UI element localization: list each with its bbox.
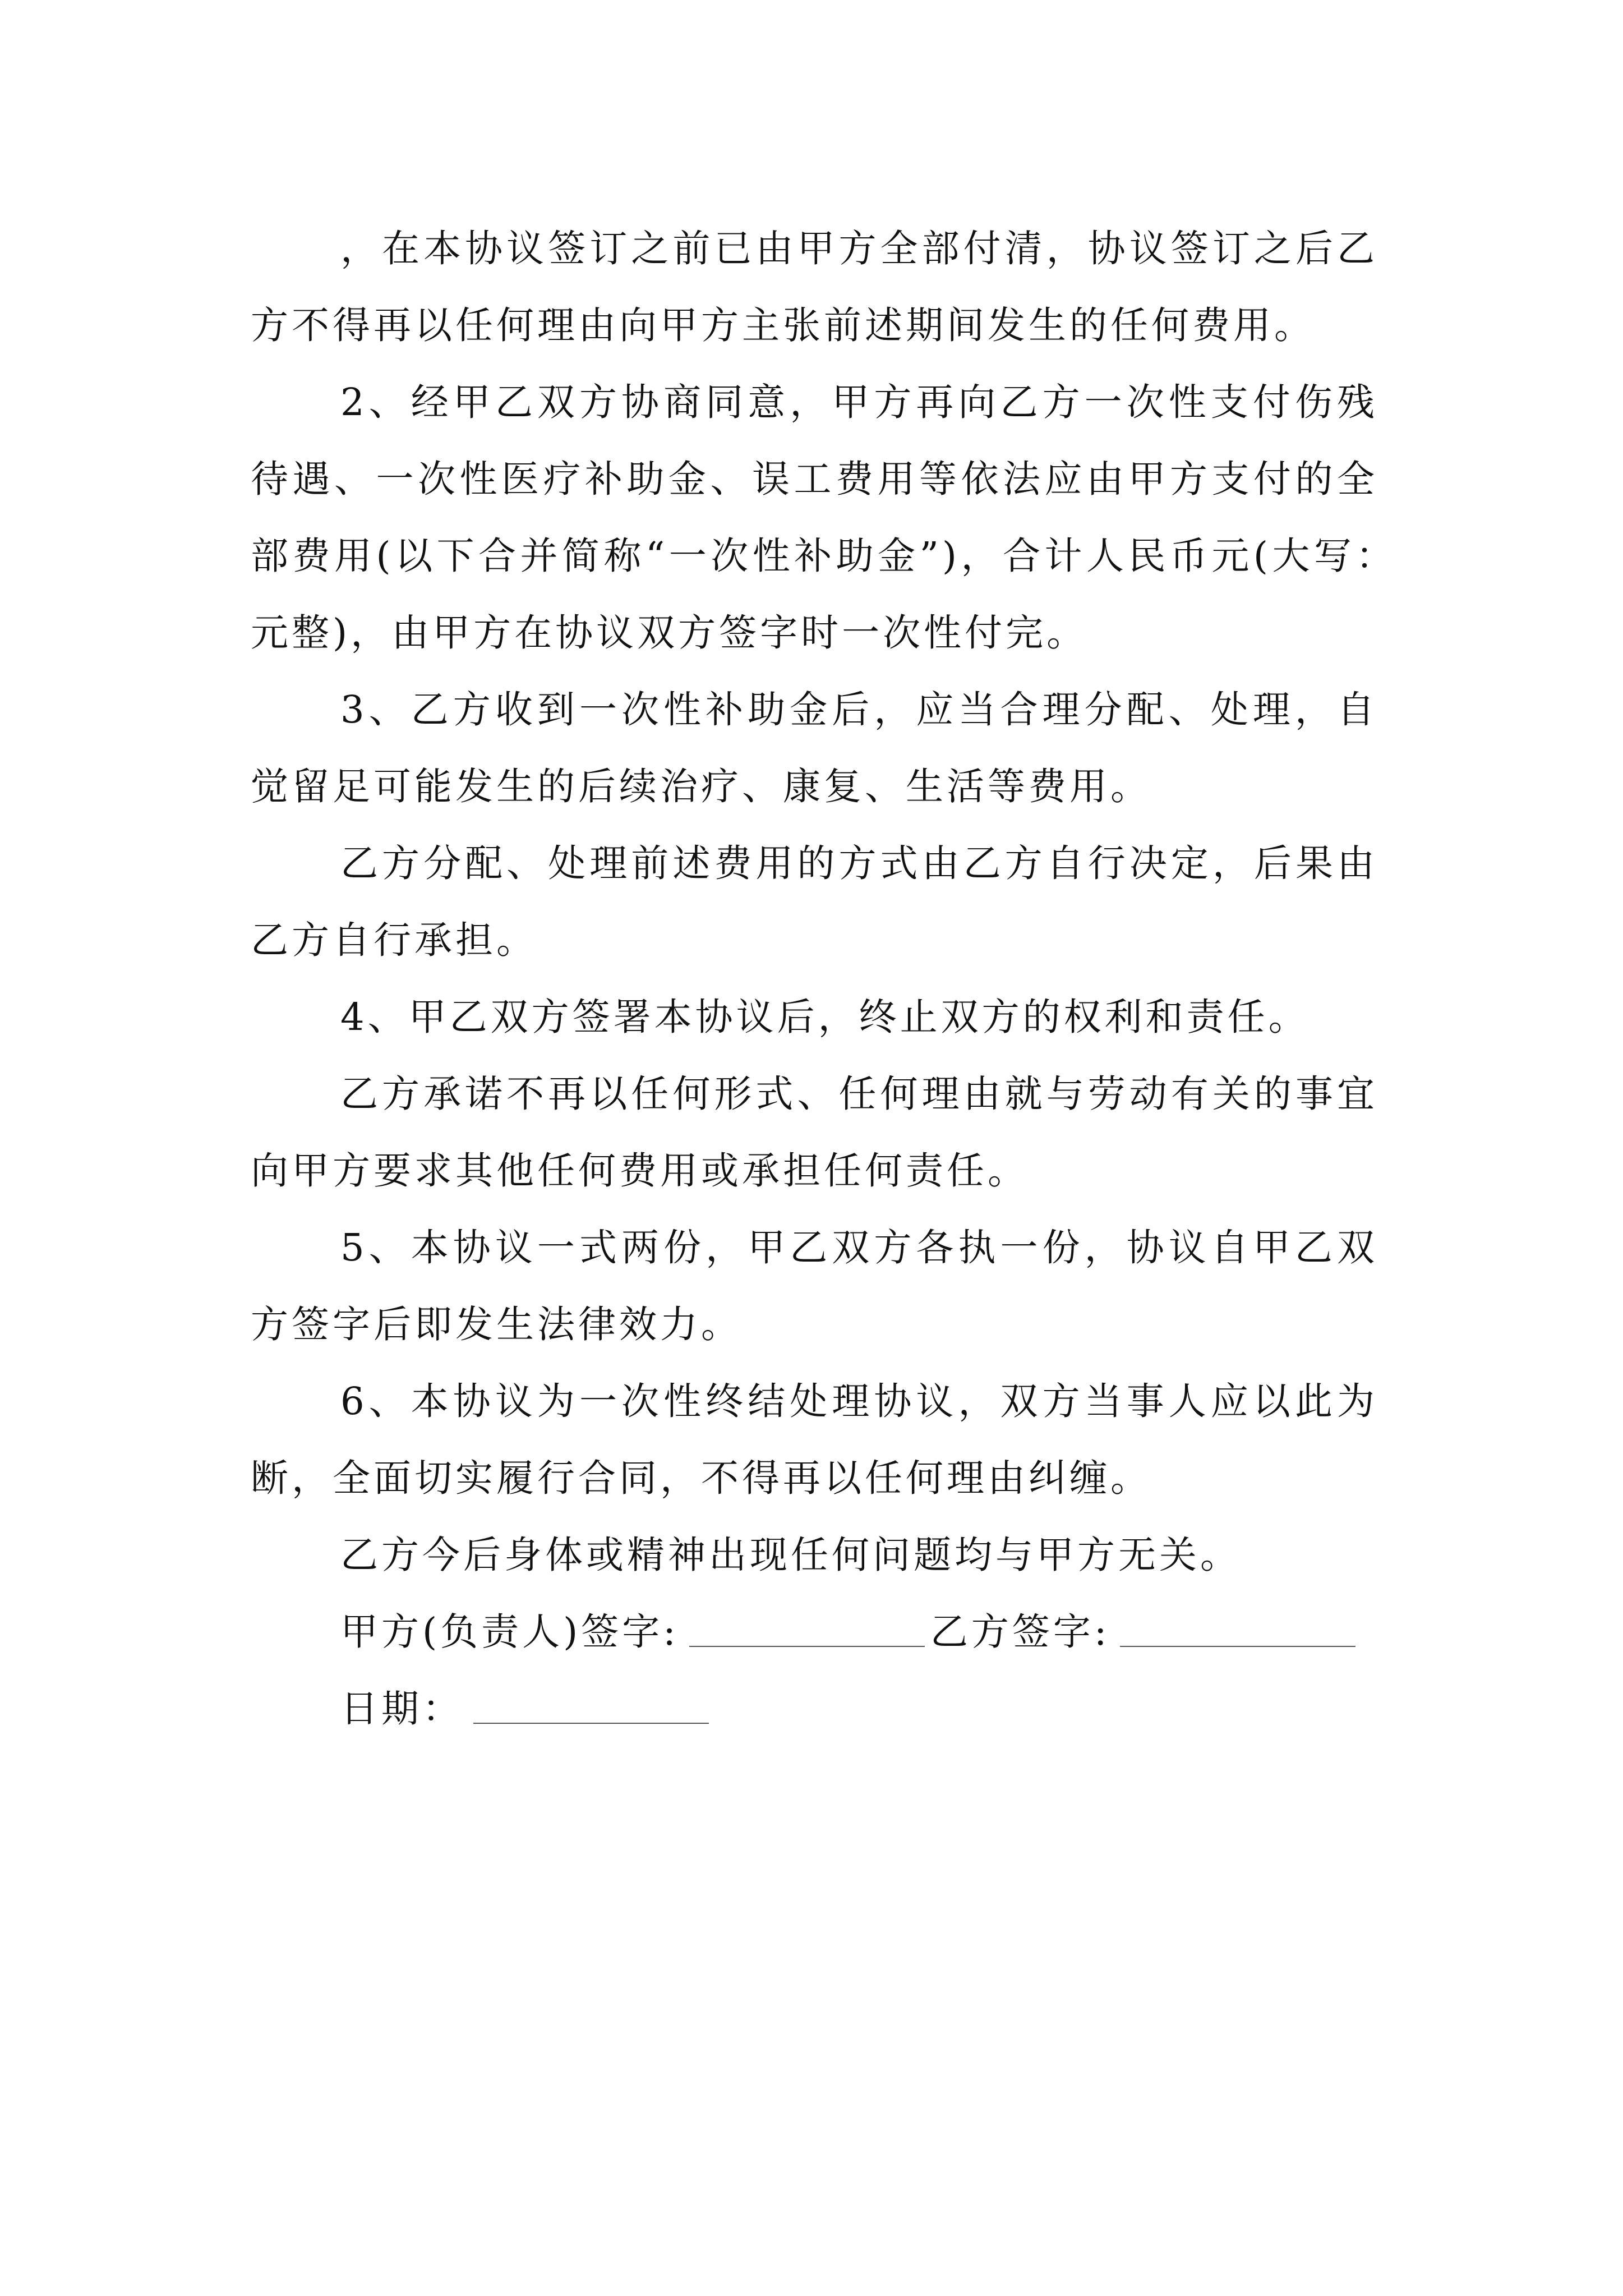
paragraph-clause-4-note: 乙方承诺不再以任何形式、任何理由就与劳动有关的事宜向甲方要求其他任何费用或承担任何责任。	[251, 1072, 1378, 1193]
date-field[interactable]	[473, 1723, 709, 1724]
paragraph-clause-2: 2、经甲乙双方协商同意，甲方再向乙方一次性支付伤残待遇、一次性医疗补助金、误工费用等依法应由甲方支付的全部费用(以下合并简称“一次性补助金”)，合计人民币元(大写： 元整)，由甲方在协议双方签字时一次性付完。	[251, 380, 1419, 655]
paragraph-clause-6-note: 乙方今后身体或精神出现任何问题均与甲方无关。	[340, 1533, 1241, 1577]
paragraph-clause-3-note: 乙方分配、处理前述费用的方式由乙方自行决定，后果由乙方自行承担。	[251, 841, 1378, 962]
date-row	[251, 1671, 1378, 1747]
paragraph-clause-3: 3、乙方收到一次性补助金后，应当合理分配、处理，自觉留足可能发生的后续治疗、康复、生活等费用。	[251, 688, 1378, 808]
date-label: 日期：	[340, 1687, 463, 1731]
paragraph-clause-6: 6、本协议为一次性终结处理协议，双方当事人应以此为断，全面切实履行合同，不得再以任何理由纠缠。	[251, 1379, 1378, 1500]
party-b-signature-label: 乙方签字:	[930, 1610, 1110, 1654]
signature-row	[251, 1594, 1378, 1671]
agreement-body	[251, 210, 1419, 1747]
paragraph-clause-5: 5、本协议一式两份，甲乙双方各执一份，协议自甲乙双方签字后即发生法律效力。	[251, 1226, 1378, 1346]
party-a-signature-label: 甲方(负责人)签字:	[340, 1610, 679, 1654]
party-b-signature-field[interactable]	[1120, 1646, 1355, 1647]
paragraph-continuation: ，在本协议签订之前已由甲方全部付清，协议签订之后乙方不得再以任何理由向甲方主张前述期间发生的任何费用。	[251, 227, 1378, 347]
party-a-signature-field[interactable]	[689, 1646, 925, 1647]
paragraph-clause-4: 4、甲乙双方签署本协议后，终止双方的权利和责任。	[340, 995, 1310, 1039]
